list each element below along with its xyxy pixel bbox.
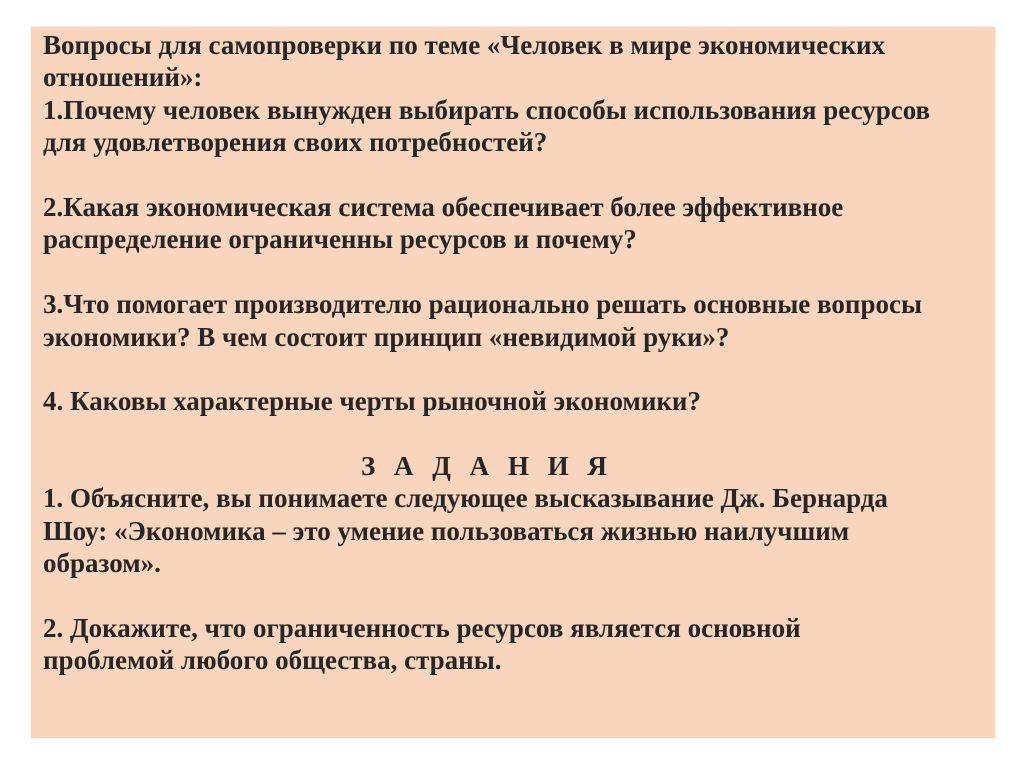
question-3-line-1: 3.Что помогает производителю рационально решать основные вопросы — [43, 289, 923, 320]
tasks-heading: З А Д А Н И Я — [361, 451, 613, 482]
intro-line-2: отношений»: — [43, 62, 203, 93]
question-2-line-2: распределение ограниченны ресурсов и почему? — [43, 224, 637, 255]
blank-line — [43, 580, 930, 612]
blank-line — [43, 256, 930, 288]
question-2-line-1: 2.Какая экономическая система обеспечивает более эффективное — [43, 191, 844, 222]
question-3-line-2: экономики? В чем состоит принцип «невидимой руки»? — [43, 321, 730, 352]
question-4-line-1: 4. Каковы характерные черты рыночной экономики? — [43, 386, 701, 417]
slide-panel — [31, 27, 995, 738]
blank-line — [43, 159, 930, 191]
slide-text — [43, 29, 930, 677]
question-1-line-1: 1.Почему человек вынужден выбирать способы использования ресурсов — [43, 94, 931, 125]
task-1-line-1: 1. Объясните, вы понимаете следующее высказывание Дж. Бернарда — [43, 483, 888, 514]
blank-line — [43, 353, 930, 385]
question-1-line-2: для удовлетворения своих потребностей? — [43, 127, 548, 158]
task-2-line-1: 2. Докажите, что ограниченность ресурсов является основной — [43, 613, 801, 644]
blank-line — [43, 418, 930, 450]
task-1-line-2: Шоу: «Экономика – это умение пользоваться жизнью наилучшим — [43, 515, 850, 546]
task-1-line-3: образом». — [43, 548, 161, 579]
intro-line-1: Вопросы для самопроверки по теме «Человек в мире экономических — [43, 30, 886, 60]
task-2-line-2: проблемой любого общества, страны. — [43, 645, 502, 676]
